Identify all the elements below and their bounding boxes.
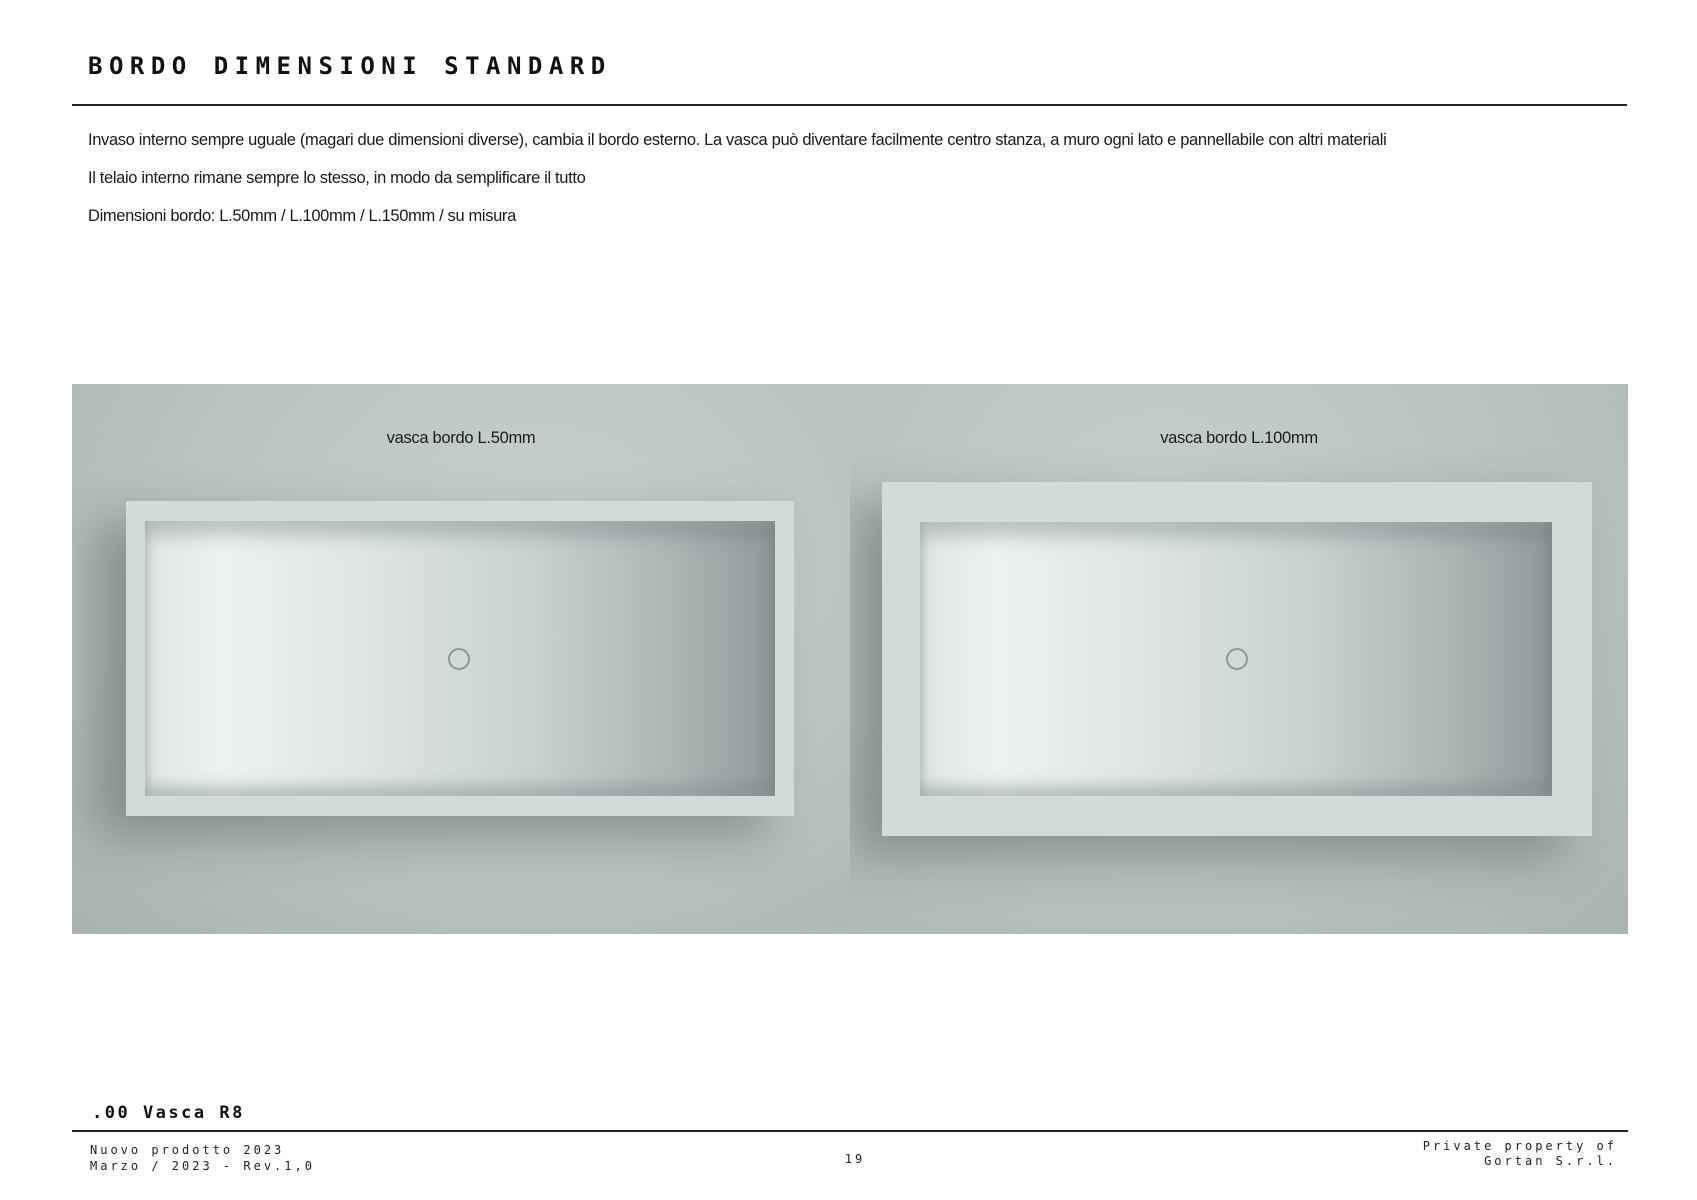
panel-label: vasca bordo L.50mm bbox=[386, 429, 536, 447]
footer-company: Gortan S.r.l. bbox=[1484, 1154, 1617, 1168]
description-line: Dimensioni bordo: L.50mm / L.100mm / L.150mm / su misura bbox=[88, 207, 516, 225]
page-number: 19 bbox=[844, 1152, 866, 1166]
drain-icon bbox=[448, 648, 470, 670]
bathtub-panel-50mm bbox=[72, 384, 850, 934]
bathtub-panel-100mm bbox=[850, 384, 1628, 934]
footer-ownership-line: Private property of bbox=[1422, 1139, 1617, 1153]
footer-divider bbox=[72, 1130, 1628, 1132]
bathtub-comparison-image bbox=[72, 384, 1628, 934]
footer-ownership bbox=[1423, 1139, 1617, 1169]
page-title: BORDO DIMENSIONI STANDARD bbox=[88, 52, 612, 80]
description-line: Invaso interno sempre uguale (magari due dimensioni diverse), cambia il bordo esterno. La vasca può diventare facilmente centro stanza, a muro ogni lato e pannellabile con altri materiali bbox=[88, 131, 1387, 149]
panel-label: vasca bordo L.100mm bbox=[1160, 429, 1318, 447]
description-block bbox=[88, 130, 1628, 244]
description-line: Il telaio interno rimane sempre lo stesso, in modo da semplificare il tutto bbox=[88, 169, 586, 187]
footer-revision bbox=[90, 1142, 315, 1174]
footer-date: Marzo / 2023 - Rev.1,0 bbox=[90, 1159, 315, 1173]
drain-icon bbox=[1226, 648, 1248, 670]
header-divider bbox=[72, 104, 1627, 106]
footer-product: Nuovo prodotto 2023 bbox=[90, 1143, 285, 1157]
section-title: .00 Vasca R8 bbox=[92, 1103, 245, 1123]
